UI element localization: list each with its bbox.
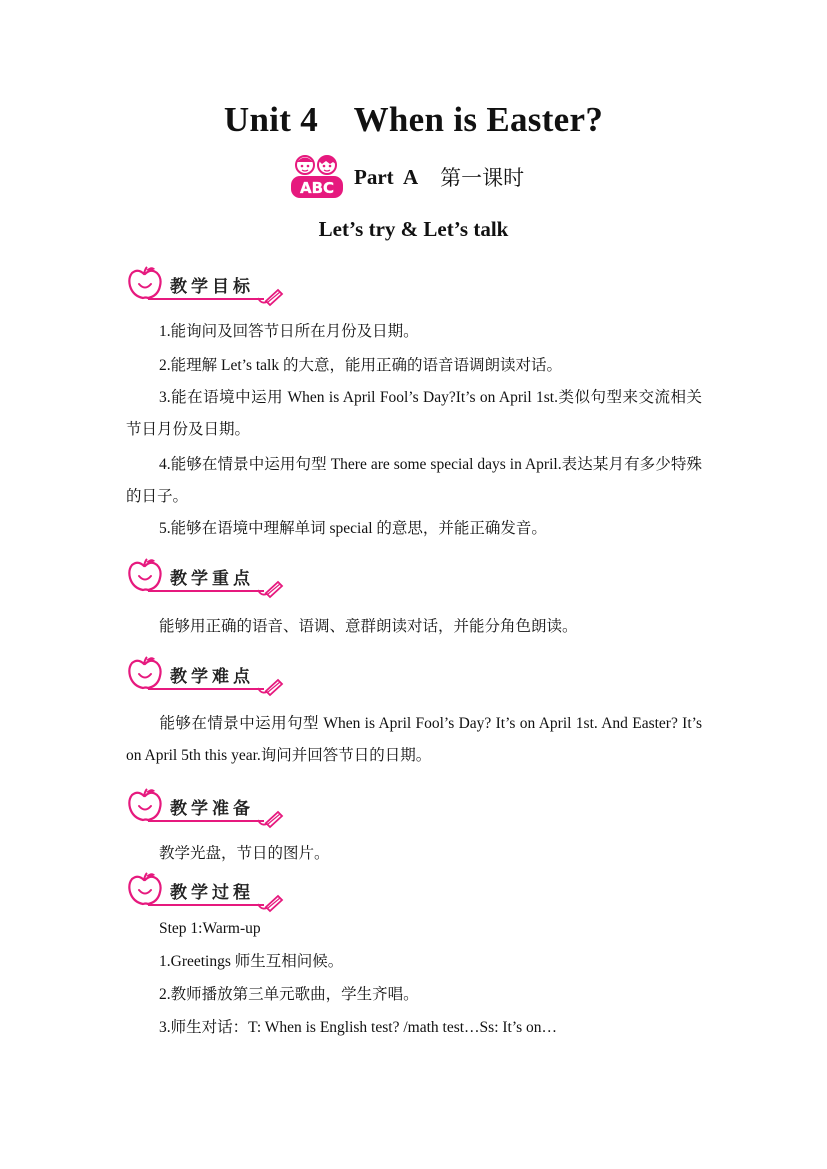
pen-icon	[256, 892, 284, 914]
process-line-2: 1.Greetings 师生互相问候。	[159, 953, 344, 970]
objective-item-2: 2.能理解 Let’s talk 的大意，能用正确的语音语调朗读对话。	[159, 357, 562, 374]
kids-abc-logo	[288, 153, 346, 201]
process-line-1: Step 1:Warm-up	[159, 920, 261, 937]
preparation-text: 教学光盘，节日的图片。	[159, 845, 330, 862]
objective-item-3: 3.能在语境中运用 When is April Fool’s Day?It’s on April 1st.类似句型来交流相关节日月份及日期。	[126, 389, 702, 438]
section-header-process	[126, 870, 286, 914]
lesson-subtitle: Let’s try & Let’s talk	[318, 217, 509, 241]
section-header-objectives	[126, 264, 286, 308]
section-header-key-points	[126, 556, 286, 600]
section-header-difficulties	[126, 654, 286, 698]
process-line-4: 3.师生对话：T: When is English test? /math test…Ss: It’s on…	[159, 1019, 558, 1036]
svg-text:ABC: ABC	[299, 179, 335, 197]
lesson-label: 第一课时	[440, 166, 525, 190]
pen-icon	[256, 676, 284, 698]
difficulties-text: 能够在情景中运用句型 When is April Fool’s Day? It’s on April 1st. And Easter? It’s on April 5th this year.询问并回答节日的日期。	[126, 715, 702, 764]
section-title: 教学过程	[170, 883, 254, 903]
process-line-3: 2.教师播放第三单元歌曲，学生齐唱。	[159, 986, 419, 1003]
document-title: Unit 4 When is Easter?	[223, 100, 604, 139]
objective-item-4: 4.能够在情景中运用句型 There are some special days in April.表达某月有多少特殊的日子。	[126, 456, 702, 505]
pen-icon	[256, 808, 284, 830]
section-title: 教学重点	[170, 569, 254, 589]
section-title: 教学难点	[170, 667, 254, 687]
part-label: Part A	[354, 164, 419, 189]
objective-item-5: 5.能够在语境中理解单词 special 的意思，并能正确发音。	[159, 520, 547, 537]
pen-icon	[256, 286, 284, 308]
section-header-preparation	[126, 786, 286, 830]
part-row	[288, 152, 524, 202]
section-title: 教学准备	[170, 799, 254, 819]
objective-item-1: 1.能询问及回答节日所在月份及日期。	[159, 323, 419, 340]
pen-icon	[256, 578, 284, 600]
key-points-text: 能够用正确的语音、语调、意群朗读对话，并能分角色朗读。	[159, 618, 578, 635]
section-title: 教学目标	[170, 277, 254, 297]
